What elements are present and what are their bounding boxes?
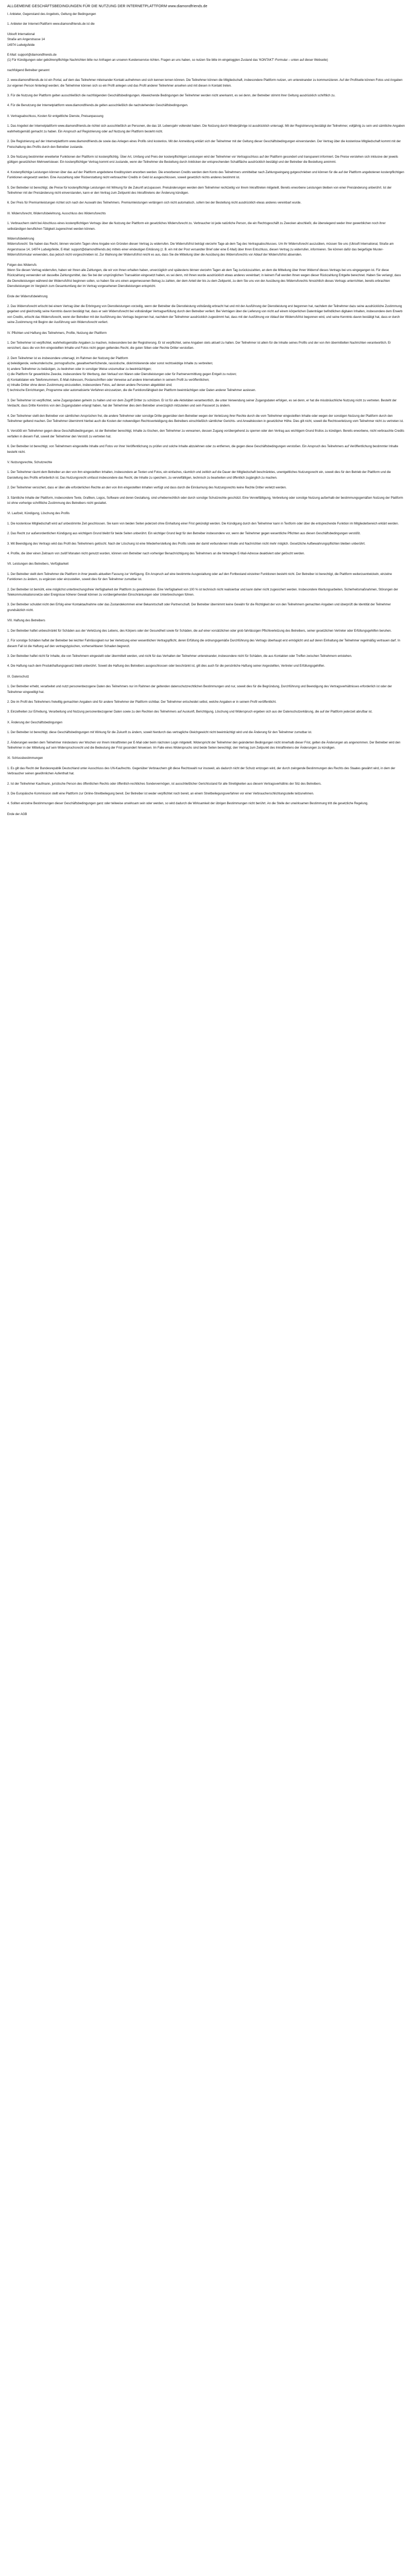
section-heading: IX. Datenschutz <box>7 675 29 679</box>
section-paragraph: 2. www.diamondfriends.de ist ein Portal, auf dem das Teilnehmer miteinander Kontakt aufnehmen und sich kennen lernen können. Die Teilnehmer können die Mitgliedschaft, insbesondere Plattform nutzen, um untereinander zu kommunizieren. Auf der Profilseite können Fotos und Angaben zur eigenen Person hinterlegt werden; die Teilnehmer können sich so ein Profil anlegen und das Profil anderer Teilnehmer ansehen und mit diesen in Kontakt treten. <box>7 79 403 88</box>
section-paragraph: 1. Der Betreiber stellt dem Teilnehmer die Plattform in ihrer jeweils aktuellen Fassung zur Verfügung. Ein Anspruch auf eine bestimmte Ausgestaltung oder auf den Fortbestand einzelner Funktionen besteht nicht. Der Betreiber ist berechtigt, die Plattform weiterzuentwickeln, einzelne Funktionen zu ändern, zu ergänzen oder einzustellen, soweit dies für den Teilnehmer zumutbar ist. <box>7 572 392 582</box>
section-heading: IV. Pflichten und Haftung des Teilnehmers, Profile, Nutzung der Plattform <box>7 331 107 335</box>
section-paragraph: 2. Änderungen werden dem Teilnehmer mindestens vier Wochen vor ihrem Inkrafttreten per E-Mail oder beim nächsten Login mitgeteilt. Widerspricht der Teilnehmer den geänderten Bedingungen nicht innerhalb dieser Frist, gelten die Änderungen als angenommen. Der Betreiber wird den Teilnehmer in der Mitteilung auf sein Widerspruchsrecht und die Bedeutung der Frist gesondert hinweisen. Im Falle eines Widerspruchs sind beide Seiten berechtigt, den Vertrag zum Zeitpunkt des Inkrafttretens der Änderungen zu kündigen. <box>7 741 401 750</box>
document-section <box>7 674 405 715</box>
document-section <box>7 460 405 506</box>
section-paragraph: E-Mail: support@diamondfriends.de (1) Für Kündigungen oder gebührenpflichtige Nachrichten bitte nur Anfragen an unseren Kundenservice richten. Fragen an uns haben, so nutzen Sie bitte im eingeloggten Zustand das 'KONTAKT'-Formular – unten auf dieser Webseite) <box>7 54 328 62</box>
document-section <box>7 511 405 556</box>
section-paragraph: 1. Der Betreiber ist berechtigt, diese Geschäftsbedingungen mit Wirkung für die Zukunft zu ändern, soweit hierdurch das vertragliche Gleichgewicht nicht beeinträchtigt wird und die Änderung für den Teilnehmer zumutbar ist. <box>7 731 312 735</box>
section-paragraph: 6. Der Preis für Premiumleistungen richtet sich nach der Auswahl des Teilnehmers. Premiumleistungen verlängern sich nicht automatisch, sofern bei der Bestellung nicht ausdrücklich etwas anderes vereinbart wurde. <box>7 201 302 205</box>
section-paragraph: 1. Der Teilnehmer räumt dem Betreiber an den von ihm eingestellten Inhalten, insbesondere an Texten und Fotos, ein einfaches, räumlich und zeitlich auf die Dauer der Mitgliedschaft beschränktes, unentgeltliches Nutzungsrecht ein, soweit dies für den Betrieb der Plattform und die Darstellung des Profils erforderlich ist. Das Nutzungsrecht umfasst insbesondere das Recht, die Inhalte zu speichern, zu vervielfältigen, technisch zu bearbeiten und öffentlich zugänglich zu machen. <box>7 471 391 480</box>
section-paragraph: 3. Mit Beendigung des Vertrags wird das Profil des Teilnehmers gelöscht. Nach der Löschung ist eine Wiederherstellung des Profils sowie der damit verbundenen Inhalte und Nachrichten nicht mehr möglich. Gesetzliche Aufbewahrungspflichten bleiben unberührt. <box>7 542 366 546</box>
section-paragraph: 1. Verbrauchern steht bei Abschluss eines kostenpflichtigen Vertrags über die Nutzung der Plattform ein gesetzliches Widerrufsrecht zu. Verbraucher ist jede natürliche Person, die ein Rechtsgeschäft zu Zwecken abschließt, die überwiegend weder ihrer gewerblichen noch ihrer selbständigen beruflichen Tätigkeit zugerechnet werden können. <box>7 222 386 231</box>
section-paragraph: 3. Der Betreiber schuldet nicht den Erfolg einer Kontaktaufnahme oder das Zustandekommen einer Bekanntschaft oder Partnerschaft. Der Betreiber übernimmt keine Gewähr für die Richtigkeit der von den Teilnehmern gemachten Angaben und überprüft die Identität der Teilnehmer grundsätzlich nicht. <box>7 603 391 612</box>
section-paragraph: 2. Das Recht zur außerordentlichen Kündigung aus wichtigem Grund bleibt für beide Seiten unberührt. Ein wichtiger Grund liegt für den Betreiber insbesondere vor, wenn der Teilnehmer gegen wesentliche Pflichten aus diesen Geschäftsbedingungen verstößt. <box>7 532 361 536</box>
section-heading: XI. Schlussbestimmungen <box>7 757 43 760</box>
section-paragraph: nachfolgend Betreiber genannt <box>7 69 50 72</box>
section-paragraph: 4. Profile, die über einen Zeitraum von zwölf Monaten nicht genutzt wurden, können vom Betreiber nach vorheriger Benachrichtigung des Teilnehmers an die hinterlegte E-Mail-Adresse deaktiviert oder gelöscht werden. <box>7 552 305 556</box>
section-heading: II. Vertragsabschluss, Kosten für entgeltliche Dienste, Preisanpassung <box>7 114 104 118</box>
section-paragraph: 5. Der Betreiber ist berechtigt, die Preise für kostenpflichtige Leistungen mit Wirkung für die Zukunft anzupassen. Preisänderungen werden dem Teilnehmer rechtzeitig vor ihrem Inkrafttreten mitgeteilt. Bereits erworbene Leistungen bleiben von einer Preisänderung unberührt. Ist der Teilnehmer mit der Preisänderung nicht einverstanden, kann er den Vertrag zum Zeitpunkt des Inkrafttretens der Änderung kündigen. <box>7 186 392 195</box>
section-paragraph: 2. Ist der Teilnehmer Kaufmann, juristische Person des öffentlichen Rechts oder öffentlich-rechtliches Sondervermögen, ist ausschließlicher Gerichtsstand für alle Streitigkeiten aus diesem Vertragsverhältnis der Sitz des Betreibers. <box>7 782 322 786</box>
document-section <box>7 114 405 206</box>
section-paragraph: 4. Sollten einzelne Bestimmungen dieser Geschäftsbedingungen ganz oder teilweise unwirksam sein oder werden, so wird dadurch die Wirksamkeit der übrigen Bestimmungen nicht berührt. An die Stelle der unwirksamen Bestimmung tritt die gesetzliche Regelung. <box>7 802 369 806</box>
section-paragraph: 5. Verstößt ein Teilnehmer gegen diese Geschäftsbedingungen, ist der Betreiber berechtigt, Inhalte zu löschen, den Teilnehmer zu verwarnen, dessen Zugang vorübergehend zu sperren oder den Vertrag aus wichtigem Grund fristlos zu kündigen. Bereits erworbene, nicht verbrauchte Credits verfallen in diesem Fall, soweit der Teilnehmer den Verstoß zu vertreten hat. <box>7 430 404 438</box>
document-section <box>7 331 405 455</box>
section-paragraph: 1. Anbieter der Internet-Plattform www.diamondfriends.de ist die <box>7 23 95 26</box>
section-paragraph: 1. Der Betreiber haftet unbeschränkt für Schäden aus der Verletzung des Lebens, des Körpers oder der Gesundheit sowie für Schäden, die auf einer vorsätzlichen oder grob fahrlässigen Pflichtverletzung des Betreibers, seiner gesetzlichen Vertreter oder Erfüllungsgehilfen beruhen. <box>7 629 392 633</box>
section-paragraph: Ubisoft International Straße am Angerstrasse 14 14974 Ludwigsfelde <box>7 32 45 47</box>
document-end-note: Ende der AGB <box>7 812 27 816</box>
document-section <box>7 12 405 109</box>
section-paragraph: 1. Der Teilnehmer ist verpflichtet, wahrheitsgemäße Angaben zu machen, insbesondere bei der Registrierung. Er ist verpflichtet, seine Angaben stets aktuell zu halten. Der Teilnehmer ist allein für die Inhalte seines Profils und der von ihm übermittelten Nachrichten verantwortlich. Er versichert, dass die von ihm eingestellten Inhalte und Fotos nicht gegen geltendes Recht, die guten Sitten oder Rechte Dritter verstoßen. <box>7 342 391 350</box>
section-paragraph: 4. Kostenpflichtige Leistungen können über das auf der Plattform angebotene Kreditsystem erworben werden. Die erworbenen Credits werden dem Konto des Teilnehmers unmittelbar nach Zahlungseingang gutgeschrieben und können für die auf der Plattform angebotenen kostenpflichtigen Funktionen eingesetzt werden. Eine Auszahlung oder Rückerstattung nicht verbrauchter Credits in Geld ist ausgeschlossen, soweit gesetzlich nichts anderes bestimmt ist. <box>7 171 404 180</box>
section-heading: VII. Leistungen des Betreibers, Verfügbarkeit <box>7 563 69 566</box>
document-body <box>7 12 405 807</box>
section-paragraph: 1. Das Angebot der Internetplattform www.diamondfriends.de richtet sich ausschließlich an Personen, die das 18. Lebensjahr vollendet haben. Die Nutzung durch Minderjährige ist ausdrücklich untersagt. Mit der Registrierung bestätigt der Teilnehmer, volljährig zu sein und sämtliche Angaben wahrheitsgemäß gemacht zu haben. Ein Anspruch auf Registrierung oder auf Nutzung der Plattform besteht nicht. <box>7 125 405 133</box>
section-paragraph: 2. Der Betreiber ist bemüht, eine möglichst unterbrechungsfreie Verfügbarkeit der Plattform zu gewährleisten. Eine Verfügbarkeit von 100 % ist technisch nicht realisierbar und kann daher nicht zugesichert werden. Insbesondere Wartungsarbeiten, Sicherheitsmaßnahmen, Störungen der Telekommunikationsnetze oder Ereignisse höherer Gewalt können zu vorübergehenden Einschränkungen oder Unterbrechungen führen. <box>7 588 398 597</box>
section-heading: VI. Laufzeit, Kündigung, Löschung des Profils <box>7 512 70 516</box>
section-paragraph: 3. Der Betreiber haftet nicht für Inhalte, die von Teilnehmern eingestellt oder übermittelt werden, und nicht für das Verhalten der Teilnehmer untereinander, insbesondere nicht für Schäden, die aus Kontakten oder Treffen zwischen Teilnehmern entstehen. <box>7 654 352 658</box>
section-paragraph: 2. Für sonstige Schäden haftet der Betreiber bei leichter Fahrlässigkeit nur bei Verletzung einer wesentlichen Vertragspflicht, deren Erfüllung die ordnungsgemäße Durchführung des Vertrags überhaupt erst ermöglicht und auf deren Einhaltung der Teilnehmer regelmäßig vertrauen darf. In diesem Fall ist die Haftung auf den vertragstypischen, vorhersehbaren Schaden begrenzt. <box>7 639 400 648</box>
document-title: ALLGEMEINE GESCHÄFTSBEDINGUNGEN FÜR DIE NUTZUNG DER INTERNETPLATTFORM www.diamondfriends.de <box>7 5 208 8</box>
section-paragraph: 3. Für die Nutzung der Plattform gelten ausschließlich die nachfolgenden Geschäftsbedingungen. Abweichende Bedingungen der Teilnehmer werden nicht anerkannt, es sei denn, der Betreiber stimmt ihrer Geltung ausdrücklich schriftlich zu. <box>7 94 336 98</box>
section-heading: V. Nutzungsrechte, Schutzrechte <box>7 461 53 464</box>
section-paragraph: 1. Die kostenlose Mitgliedschaft wird auf unbestimmte Zeit geschlossen. Sie kann von beiden Seiten jederzeit ohne Einhaltung einer Frist gekündigt werden. Die Kündigung durch den Teilnehmer kann in Textform oder über die entsprechende Funktion im Mitgliederbereich erklärt werden. <box>7 522 399 526</box>
section-paragraph: 3. Der Teilnehmer ist verpflichtet, seine Zugangsdaten geheim zu halten und vor dem Zugriff Dritter zu schützen. Er ist für alle Aktivitäten verantwortlich, die unter Verwendung seiner Zugangsdaten erfolgen, es sei denn, er hat die missbräuchliche Nutzung nicht zu vertreten. Besteht der Verdacht, dass Dritte Kenntnis von den Zugangsdaten erlangt haben, hat der Teilnehmer dies dem Betreiber unverzüglich mitzuteilen und sein Passwort zu ändern. <box>7 399 397 408</box>
section-paragraph: 2. Die im Profil des Teilnehmers freiwillig gemachten Angaben sind für andere Teilnehmer der Plattform sichtbar. Der Teilnehmer entscheidet selbst, welche Angaben er in seinem Profil veröffentlicht. <box>7 700 277 704</box>
section-paragraph: 2. Dem Teilnehmer ist es insbesondere untersagt, im Rahmen der Nutzung der Plattform a) beleidigende, verleumderische, pornografische, gewaltverherrlichende, rassistische, diskriminierende oder sonst rechtswidrige Inhalte zu verbreiten; b) andere Teilnehmer zu belästigen, zu bedrohen oder in sonstiger Weise unzumutbar zu beeinträchtigen; c) die Plattform für gewerbliche Zwecke, insbesondere für Werbung, den Verkauf von Waren oder Dienstleistungen oder für Partnervermittlung gegen Entgelt zu nutzen; d) Kontaktdaten wie Telefonnummern, E-Mail-Adressen, Postanschriften oder Verweise auf andere Internetseiten in seinem Profil zu veröffentlichen; e) Inhalte Dritter ohne deren Zustimmung einzustellen, insbesondere Fotos, auf denen andere Personen abgebildet sind; f) technische Einrichtungen, Programme oder automatisierte Verfahren einzusetzen, die die Funktionsfähigkeit der Plattform beeinträchtigen oder Daten anderer Teilnehmer auslesen. <box>7 357 256 393</box>
section-heading: VIII. Haftung des Betreibers <box>7 619 45 623</box>
section-heading: I. Anbieter, Gegenstand des Angebots, Geltung der Bedingungen <box>7 13 96 16</box>
document-section <box>7 720 405 751</box>
section-paragraph: 2. Das Widerrufsrecht erlischt bei einem Vertrag über die Erbringung von Dienstleistungen vorzeitig, wenn der Betreiber die Dienstleistung vollständig erbracht hat und mit der Ausführung der Dienstleistung erst begonnen hat, nachdem der Teilnehmer dazu seine ausdrückliche Zustimmung gegeben und gleichzeitig seine Kenntnis davon bestätigt hat, dass er sein Widerrufsrecht bei vollständiger Vertragserfüllung durch den Betreiber verliert. Bei Verträgen über die Lieferung von nicht auf einem körperlichen Datenträger befindlichen digitalen Inhalten, insbesondere dem Erwerb von Credits, erlischt das Widerrufsrecht, wenn der Betreiber mit der Ausführung des Vertrags begonnen hat, nachdem der Teilnehmer ausdrücklich zugestimmt hat, dass mit der Ausführung vor Ablauf der Widerrufsfrist begonnen wird, und seine Kenntnis davon bestätigt hat, dass er durch seine Zustimmung mit Beginn der Ausführung sein Widerrufsrecht verliert. <box>7 305 403 325</box>
section-paragraph: Folgen des Widerrufs Wenn Sie diesen Vertrag widerrufen, haben wir Ihnen alle Zahlungen, die wir von Ihnen erhalten haben, unverzüglich und spätestens binnen vierzehn Tagen ab dem Tag zurückzuzahlen, an dem die Mitteilung über Ihren Widerruf dieses Vertrags bei uns eingegangen ist. Für diese Rückzahlung verwenden wir dasselbe Zahlungsmittel, das Sie bei der ursprünglichen Transaktion eingesetzt haben, es sei denn, mit Ihnen wurde ausdrücklich etwas anderes vereinbart; in keinem Fall werden Ihnen wegen dieser Rückzahlung Entgelte berechnet. Haben Sie verlangt, dass die Dienstleistungen während der Widerrufsfrist beginnen sollen, so haben Sie uns einen angemessenen Betrag zu zahlen, der dem Anteil der bis zu dem Zeitpunkt, zu dem Sie uns von der Ausübung des Widerrufsrechts hinsichtlich dieses Vertrags unterrichten, bereits erbrachten Dienstleistungen im Vergleich zum Gesamtumfang der im Vertrag vorgesehenen Dienstleistungen entspricht. <box>7 263 401 289</box>
section-paragraph: 4. Für die Benutzung der Internetplattform www.diamondfriends.de gelten ausschließlich die nachstehenden Geschäftsbedingungen. <box>7 104 188 108</box>
document-section <box>7 562 405 613</box>
terms-document <box>0 0 412 827</box>
section-paragraph: 3. Einzelheiten zur Erhebung, Verarbeitung und Nutzung personenbezogener Daten sowie zu den Rechten des Teilnehmers auf Auskunft, Berichtigung, Löschung und Widerspruch ergeben sich aus der Datenschutzerklärung, die auf der Plattform jederzeit abrufbar ist. <box>7 710 373 714</box>
section-paragraph: 2. Der Teilnehmer versichert, dass er über alle erforderlichen Rechte an den von ihm eingestellten Inhalten verfügt und dass durch die Einräumung des Nutzungsrechts keine Rechte Dritter verletzt werden. <box>7 486 287 490</box>
section-heading: III. Widerrufsrecht, Widerrufsbelehrung, Ausschluss des Widerrufsrechts <box>7 212 106 215</box>
section-paragraph: 1. Es gilt das Recht der Bundesrepublik Deutschland unter Ausschluss des UN-Kaufrechts. Gegenüber Verbrauchern gilt diese Rechtswahl nur insoweit, als dadurch nicht der Schutz entzogen wird, der durch zwingende Bestimmungen des Rechts des Staates gewährt wird, in dem der Verbraucher seinen gewöhnlichen Aufenthalt hat. <box>7 767 396 776</box>
document-section <box>7 618 405 669</box>
section-paragraph: 4. Die Haftung nach dem Produkthaftungsgesetz bleibt unberührt. Soweit die Haftung des Betreibers ausgeschlossen oder beschränkt ist, gilt dies auch für die persönliche Haftung seiner Angestellten, Vertreter und Erfüllungsgehilfen. <box>7 665 325 668</box>
section-paragraph: 3. Die Europäische Kommission stellt eine Plattform zur Online-Streitbeilegung bereit. Der Betreiber ist weder verpflichtet noch bereit, an einem Streitbeilegungsverfahren vor einer Verbraucherschlichtungsstelle teilzunehmen. <box>7 792 314 795</box>
section-heading: X. Änderung der Geschäftsbedingungen <box>7 721 63 724</box>
section-paragraph: 3. Die Nutzung bestimmter erweiterter Funktionen der Plattform ist kostenpflichtig. Über Art, Umfang und Preis der kostenpflichtigen Leistungen wird der Teilnehmer vor Vertragsschluss auf der Plattform gesondert und transparent informiert. Die Preise verstehen sich inklusive der jeweils gültigen gesetzlichen Mehrwertsteuer. Ein kostenpflichtiger Vertrag kommt erst zustande, wenn der Teilnehmer die Bestellung durch Anklicken der entsprechenden Schaltfläche ausdrücklich bestätigt und der Betreiber die Bestellung annimmt. <box>7 155 398 164</box>
section-paragraph: Ende der Widerrufsbelehrung <box>7 295 48 298</box>
section-paragraph: 6. Der Betreiber ist berechtigt, von Teilnehmern eingestellte Inhalte und Fotos vor ihrer Veröffentlichung zu prüfen und solche Inhalte abzulehnen oder zu entfernen, die gegen diese Geschäftsbedingungen verstoßen. Ein Anspruch des Teilnehmers auf Veröffentlichung bestimmter Inhalte besteht nicht. <box>7 445 399 454</box>
document-section <box>7 211 405 326</box>
section-paragraph: 4. Der Teilnehmer stellt den Betreiber von sämtlichen Ansprüchen frei, die andere Teilnehmer oder sonstige Dritte gegenüber dem Betreiber wegen der Verletzung ihrer Rechte durch die vom Teilnehmer eingestellten Inhalte oder wegen der sonstigen Nutzung der Plattform durch den Teilnehmer geltend machen. Der Teilnehmer übernimmt hierbei auch die Kosten der notwendigen Rechtsverteidigung des Betreibers einschließlich sämtlicher Gerichts- und Anwaltskosten in gesetzlicher Höhe. Dies gilt nicht, soweit die Rechtsverletzung vom Teilnehmer nicht zu vertreten ist. <box>7 414 404 423</box>
section-paragraph: 1. Der Betreiber erhebt, verarbeitet und nutzt personenbezogene Daten des Teilnehmers nur im Rahmen der geltenden datenschutzrechtlichen Bestimmungen und nur, soweit dies für die Begründung, Durchführung und Beendigung des Vertragsverhältnisses erforderlich ist oder der Teilnehmer eingewilligt hat. <box>7 685 392 694</box>
section-paragraph: 3. Sämtliche Inhalte der Plattform, insbesondere Texte, Grafiken, Logos, Software und deren Gestaltung, sind urheberrechtlich oder durch sonstige Schutzrechte geschützt. Eine Vervielfältigung, Verbreitung oder sonstige Nutzung außerhalb der bestimmungsgemäßen Nutzung der Plattform ist ohne vorherige schriftliche Zustimmung des Betreibers nicht gestattet. <box>7 496 403 505</box>
section-paragraph: Widerrufsbelehrung Widerrufsrecht: Sie haben das Recht, binnen vierzehn Tagen ohne Angabe von Gründen diesen Vertrag zu widerrufen. Die Widerrufsfrist beträgt vierzehn Tage ab dem Tag des Vertragsabschlusses. Um Ihr Widerrufsrecht auszuüben, müssen Sie uns (Ubisoft International, Straße am Angerstrasse 14, 14974 Ludwigsfelde, E-Mail: support@diamondfriends.de) mittels einer eindeutigen Erklärung (z. B. ein mit der Post versandter Brief oder eine E-Mail) über Ihren Entschluss, diesen Vertrag zu widerrufen, informieren. Sie können dafür das beigefügte Muster-Widerrufsformular verwenden, das jedoch nicht vorgeschrieben ist. Zur Wahrung der Widerrufsfrist reicht es aus, dass Sie die Mitteilung über die Ausübung des Widerrufsrechts vor Ablauf der Widerrufsfrist absenden. <box>7 237 394 257</box>
document-section <box>7 756 405 806</box>
section-paragraph: 2. Die Registrierung auf der Internetplattform www.diamondfriends.de sowie das Anlegen eines Profils sind kostenlos. Mit der Anmeldung erklärt sich der Teilnehmer mit der Geltung dieser Geschäftsbedingungen einverstanden. Der Vertrag über die kostenlose Mitgliedschaft kommt mit der Freischaltung des Profils durch den Betreiber zustande. <box>7 140 401 149</box>
